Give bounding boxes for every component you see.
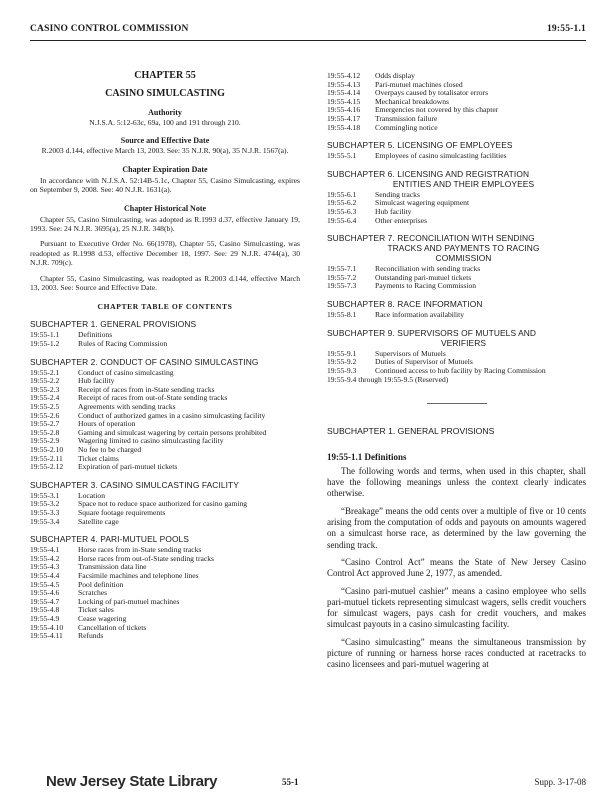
toc-entry-title: Conduct of authorized games in a casino simulcasting facility — [78, 410, 266, 420]
toc-entry-title: Emergencies not covered by this chapter — [375, 105, 499, 115]
toc-entry — [327, 115, 586, 124]
toc-entry-title: Transmission failure — [375, 113, 438, 123]
toc-entry-title: Cancellation of tickets — [78, 622, 147, 632]
section-divider — [427, 403, 487, 404]
toc-entry-title: Payments to Racing Commission — [375, 281, 477, 291]
toc-entry-title: Expiration of pari-mutuel tickets — [78, 462, 178, 472]
toc-entry-list — [327, 191, 586, 225]
toc-entry-number: 19:55-2.2 — [30, 376, 60, 386]
toc-entry — [30, 463, 300, 472]
toc-entry-number: 19:55-3.1 — [30, 490, 60, 500]
header-rule — [30, 40, 586, 41]
toc-entry-title: Cease wagering — [78, 613, 127, 623]
toc-entry-title: Receipt of races from out-of-State sending tracks — [78, 393, 228, 403]
toc-entry-number: 19:55-4.6 — [30, 588, 60, 598]
toc-entry-number: 19:55-1.1 — [30, 330, 60, 340]
toc-entry-number: 19:55-3.2 — [30, 499, 60, 509]
source-text: R.2003 d.144, effective March 13, 2003. See: 35 N.J.R. 90(a), 35 N.J.R. 1567(a). — [41, 146, 289, 156]
toc-heading: CHAPTER TABLE OF CONTENTS — [97, 302, 233, 312]
toc-entry-number: 19:55-2.6 — [30, 410, 60, 420]
toc-entry-number: 19:55-6.2 — [327, 198, 357, 208]
toc-entry — [30, 369, 300, 378]
toc-entry — [30, 518, 300, 527]
toc-entry-title: Wagering limited to casino simulcasting facility — [78, 436, 224, 446]
toc-entry — [30, 632, 300, 641]
chapter-number: CHAPTER 55 — [134, 70, 196, 81]
toc-entry-list — [327, 265, 586, 291]
toc-entry-title: Conduct of casino simulcasting — [78, 367, 174, 377]
toc-subchapter-heading: SUBCHAPTER 9. SUPERVISORS OF MUTUELS AND — [327, 327, 537, 338]
toc-entry — [327, 311, 586, 320]
toc-entry-number: 19:55-4.5 — [30, 579, 60, 589]
toc-entry — [327, 199, 586, 208]
toc-reserved — [327, 376, 586, 385]
definition-casino-control-act: “Casino Control Act” means the State of New Jersey Casino Control Act approved June 2, 1977, as amended. — [327, 556, 586, 579]
toc-entry-title: Sending tracks — [375, 189, 420, 199]
toc-subchapter-heading: VERIFIERS — [440, 337, 487, 348]
toc-subchapter-heading: ENTITIES AND THEIR EMPLOYEES — [392, 178, 535, 189]
toc-entry — [327, 367, 586, 376]
toc-entry-number: 19:55-7.3 — [327, 281, 357, 291]
toc-entry-title: Continued access to hub facility by Racing Commission — [375, 365, 546, 375]
toc-entry-title: Simulcast wagering equipment — [375, 198, 470, 208]
toc-entry — [30, 624, 300, 633]
header-section-number: 19:55-1.1 — [546, 24, 586, 34]
toc-entry-title: Race information availability — [375, 309, 464, 319]
toc-subchapter-heading: TRACKS AND PAYMENTS TO RACING — [387, 243, 540, 254]
toc-entry-title: Duties of Supervisor of Mutuels — [375, 357, 473, 367]
toc-entry-number: 19:55-1.2 — [30, 339, 60, 349]
toc-entry — [327, 282, 586, 291]
toc-entry-number: 19:55-4.17 — [327, 113, 361, 123]
toc-subchapter-heading: SUBCHAPTER 7. RECONCILIATION WITH SENDING — [327, 233, 535, 244]
chapter-title: CASINO SIMULCASTING — [105, 88, 225, 99]
toc-entry-number: 19:55-9.3 — [327, 365, 357, 375]
toc-entry-number: 19:55-8.1 — [327, 309, 357, 319]
toc-entry-title: Scratches — [78, 588, 108, 598]
toc-entry — [30, 437, 300, 446]
expiration-heading: Chapter Expiration Date — [122, 164, 208, 174]
toc-entry — [30, 606, 300, 615]
toc-subchapter-heading: SUBCHAPTER 5. LICENSING OF EMPLOYEES — [327, 140, 513, 151]
toc-entry-title: Space not to reduce space authorized for casino gaming — [78, 499, 248, 509]
definition-casino-simulcasting: “Casino simulcasting” means the simultaneous transmission by picture of running or harness horse races conducted at racetracks to casino licensees and pari-mutuel wagering at — [327, 636, 586, 670]
running-header — [30, 24, 586, 38]
body-paragraph: The following words and terms, when used in this chapter, shall have the following meanings unless the context clearly indicates otherwise. — [327, 465, 586, 499]
toc-entry-title: Locking of pari-mutuel machines — [78, 596, 180, 606]
toc-entry — [327, 217, 586, 226]
toc-entry-number: 19:55-4.15 — [327, 96, 361, 106]
toc-entry-list — [30, 492, 300, 526]
source-heading: Source and Effective Date — [120, 136, 210, 146]
toc-entry-number: 19:55-4.8 — [30, 605, 60, 615]
toc-entry-title: Hub facility — [375, 206, 412, 216]
toc-entry-number: 19:55-4.10 — [30, 622, 64, 632]
toc-entry-title: Ticket sales — [78, 605, 114, 615]
toc-entry-number: 19:55-3.3 — [30, 507, 60, 517]
toc-entry-title: Gaming and simulcast wagering by certain persons prohibited — [78, 427, 267, 437]
history-paragraph: Pursuant to Executive Order No. 66(1978), Chapter 55, Casino Simulcasting, was readopted as R.1998 d.53, effective December 18, 1997. See: 29 N.J.R. 4744(a), 30 N.J.R. 709(c). — [30, 239, 300, 268]
toc-entry-number: 19:55-2.8 — [30, 427, 60, 437]
toc-entry-number: 19:55-4.18 — [327, 122, 361, 132]
toc-entry — [30, 598, 300, 607]
toc-entry-title: No fee to be charged — [78, 445, 142, 454]
toc-entry — [30, 500, 300, 509]
toc-entry-number: 19:55-9.1 — [327, 348, 357, 358]
toc-subchapter-heading: SUBCHAPTER 6. LICENSING AND REGISTRATION — [327, 168, 530, 179]
toc-entry-title: Location — [78, 490, 105, 500]
toc-entry — [327, 152, 586, 161]
toc-entry — [30, 509, 300, 518]
toc-entry-number: 19:55-6.4 — [327, 215, 357, 225]
toc-entry-title: Receipt of races from in-State sending tracks — [78, 384, 215, 394]
left-column — [30, 70, 300, 641]
toc-entry-list — [327, 152, 586, 161]
toc-entry-title: Facsimile machines and telephone lines — [78, 570, 199, 580]
toc-entry-title: Employees of casino simulcasting facilities — [375, 151, 507, 161]
toc-entry-number: 19:55-4.12 — [327, 71, 361, 80]
toc-entry-number: 19:55-7.2 — [327, 272, 357, 282]
toc-subchapter-heading: SUBCHAPTER 2. CONDUCT OF CASINO SIMULCASTING — [30, 356, 259, 367]
toc-entry-title: Commingling notice — [375, 122, 438, 132]
toc-continued-entries — [327, 72, 586, 132]
toc-entry-title: Hours of operation — [78, 419, 136, 429]
toc-entry — [30, 555, 300, 564]
toc-entry-title: Agreements with sending tracks — [78, 402, 176, 412]
toc-entry — [30, 446, 300, 455]
toc-subchapter-heading: SUBCHAPTER 8. RACE INFORMATION — [327, 298, 483, 309]
history-paragraph: Chapter 55, Casino Simulcasting, was readopted as R.2003 d.144, effective March 13, 2003. See: Source and Effective Date. — [30, 273, 300, 293]
toc-entry — [327, 208, 586, 217]
toc-entry-number: 19:55-4.3 — [30, 562, 60, 572]
toc-entry-title: Satellite cage — [78, 516, 119, 526]
right-column — [327, 72, 586, 671]
expiration-text: In accordance with N.J.S.A. 52:14B-5.1c, Chapter 55, Casino Simulcasting, expires on September 9, 2008. See: 40 N.J.R. 1631(a). — [30, 175, 300, 195]
toc-entry-title: Horse races from out-of-State sending tracks — [78, 553, 215, 563]
toc-entry-number: 19:55-2.5 — [30, 402, 60, 412]
toc-entry-number: 19:55-2.10 — [30, 445, 64, 454]
definition-breakage: “Breakage” means the odd cents over a multiple of five or 10 cents arising from the computation of odds and payouts on amounts wagered on a simulcast horse race, as determined by the law governing the sending track. — [327, 505, 586, 550]
toc-entry — [30, 572, 300, 581]
toc-entry-number: 19:55-4.7 — [30, 596, 60, 606]
toc-entry-number: 19:55-9.2 — [327, 357, 357, 367]
toc-entry-number: 19:55-2.1 — [30, 367, 60, 377]
toc-entry-number: 19:55-4.9 — [30, 613, 60, 623]
toc-entry-title: Reconciliation with sending tracks — [375, 264, 481, 274]
toc-subchapter-heading: SUBCHAPTER 4. PARI-MUTUEL POOLS — [30, 534, 189, 545]
page-number: 55-1 — [282, 777, 299, 787]
toc-entry-list — [30, 369, 300, 472]
toc-entry-number: 19:55-4.14 — [327, 88, 361, 98]
toc-entry-list — [30, 546, 300, 641]
toc-entry-number: 19:55-2.7 — [30, 419, 60, 429]
toc-entry-number: 19:55-5.1 — [327, 151, 357, 161]
toc-left — [30, 319, 300, 640]
toc-entry-number: 19:55-4.16 — [327, 105, 361, 115]
toc-entry-title: Transmission data line — [78, 562, 147, 572]
toc-entry-number: 19:55-2.9 — [30, 436, 60, 446]
toc-entry-number: 19:55-2.12 — [30, 462, 64, 472]
body-subchapter-heading: SUBCHAPTER 1. GENERAL PROVISIONS — [327, 425, 495, 436]
toc-entry-number: 19:55-3.4 — [30, 516, 60, 526]
authority-text: N.J.S.A. 5:12-63c, 69a, 100 and 191 through 210. — [89, 118, 241, 127]
toc-entry-title: Overpays caused by totalisator errors — [375, 88, 489, 98]
toc-entry-number: 19:55-6.3 — [327, 206, 357, 216]
authority-heading: Authority — [148, 108, 182, 117]
toc-entry-title: Supervisors of Mutuels — [375, 348, 446, 358]
toc-entry — [30, 340, 300, 349]
toc-entry-list — [327, 350, 586, 376]
toc-subchapter-heading: COMMISSION — [435, 253, 492, 264]
toc-entry-number: 19:55-6.1 — [327, 189, 357, 199]
history-paragraph: Chapter 55, Casino Simulcasting, was adopted as R.1993 d.37, effective January 19, 1993. See: 24 N.J.R. 3695(a), 25 N.J.R. 348(b). — [30, 214, 300, 234]
toc-entry-number: 19:55-4.13 — [327, 79, 361, 89]
toc-entry-title: Rules of Racing Commission — [78, 339, 168, 349]
toc-entry-title: Horse races from in-State sending tracks — [78, 545, 202, 555]
toc-entry-title: Square footage requirements — [78, 507, 166, 517]
toc-entry-number: 19:55-7.1 — [327, 264, 357, 274]
toc-entry-title: Odds display — [375, 71, 415, 80]
toc-entry-title: Ticket claims — [78, 453, 119, 463]
toc-entry-list — [327, 311, 586, 320]
toc-entry-number: 19:55-2.3 — [30, 384, 60, 394]
toc-entry-title: Outstanding pari-mutuel tickets — [375, 272, 472, 282]
toc-entry-title: Hub facility — [78, 376, 115, 386]
toc-right — [327, 140, 586, 375]
toc-reserved-text: 19:55-9.4 through 19:55-9.5 (Reserved) — [327, 375, 449, 385]
toc-entry-number: 19:55-2.11 — [30, 453, 63, 463]
toc-entry-number: 19:55-2.4 — [30, 393, 60, 403]
toc-entry-number: 19:55-4.4 — [30, 570, 60, 580]
toc-subchapter-heading: SUBCHAPTER 1. GENERAL PROVISIONS — [30, 319, 197, 330]
toc-entry-title: Mechanical breakdowns — [375, 96, 450, 106]
toc-entry — [327, 89, 586, 98]
header-agency: CASINO CONTROL COMMISSION — [30, 24, 189, 34]
toc-entry-title: Pari-mutuel machines closed — [375, 79, 463, 89]
toc-entry-title: Pool definition — [78, 579, 124, 589]
toc-entry-list — [30, 331, 300, 348]
toc-entry-title: Other enterprises — [375, 215, 428, 225]
toc-subchapter-heading: SUBCHAPTER 3. CASINO SIMULCASTING FACILITY — [30, 479, 239, 490]
section-heading: 19:55-1.1 Definitions — [327, 451, 407, 462]
definition-casino-pari-mutuel-cashier: “Casino pari-mutuel cashier” means a casino employee who sells pari-mutuel tickets representing simulcast wagers, sells credit vouchers for simulcast wagers, pays cash for credit vouchers, and makes simulcast payouts in a casino simulcasting facility. — [327, 585, 586, 630]
toc-entry-number: 19:55-4.2 — [30, 553, 60, 563]
toc-entry — [327, 106, 586, 115]
toc-entry-title: Refunds — [78, 631, 104, 641]
toc-entry — [327, 124, 586, 133]
library-stamp: New Jersey State Library — [46, 773, 218, 790]
history-heading: Chapter Historical Note — [123, 203, 207, 213]
toc-entry — [30, 412, 300, 421]
toc-entry-number: 19:55-4.1 — [30, 545, 60, 555]
supplement-date: Supp. 3-17-08 — [534, 777, 586, 787]
toc-entry — [30, 615, 300, 624]
toc-entry — [30, 581, 300, 590]
toc-entry-number: 19:55-4.11 — [30, 631, 63, 641]
toc-entry-title: Definitions — [78, 330, 113, 340]
